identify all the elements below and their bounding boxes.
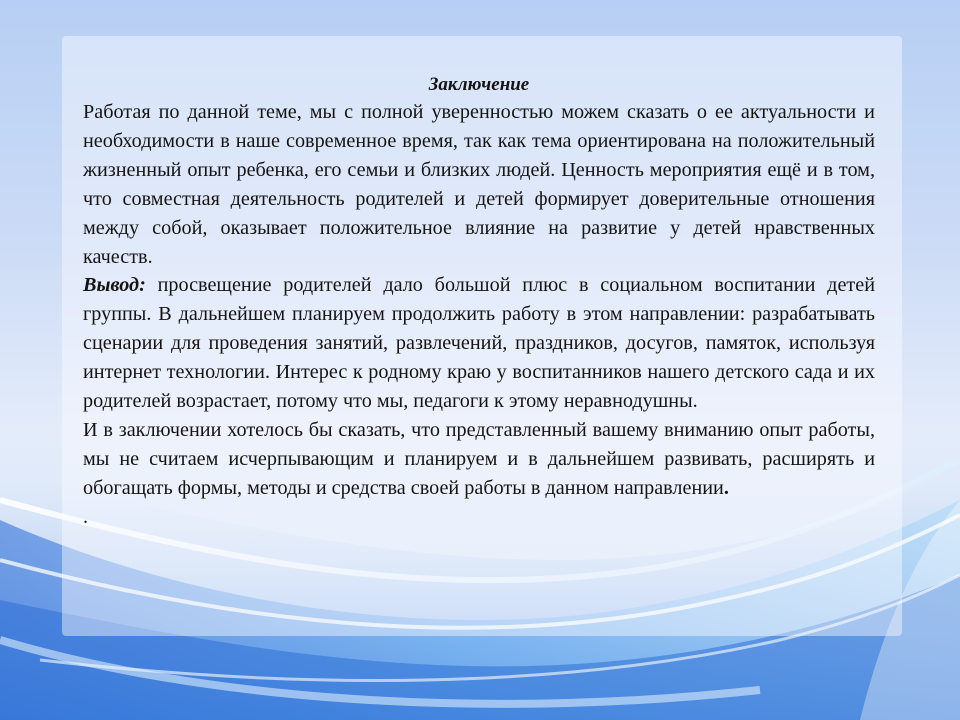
conclusion-label: Вывод:	[83, 274, 146, 297]
slide-content	[83, 72, 875, 531]
trailing-dot: .	[83, 505, 89, 528]
final-period: .	[723, 476, 729, 499]
paragraph-final	[83, 416, 875, 503]
final-text: И в заключении хотелось бы сказать, что представленный вашему вниманию опыт работы, мы не считаем исчерпывающим и планируем и в дальнейшем развивать, расширять и обогащать формы, методы и средства своей работы в данном направлении	[83, 418, 875, 499]
paragraph-intro: Работая по данной теме, мы с полной уверенностью можем сказать о ее актуальности и необходимости в наше современное время, так как тема ориентирована на положительный жизненный опыт ребенка, его семьи и близких людей. Ценность мероприятия ещё и в том, что совместная деятельность родителей и детей формирует доверительные отношения между собой, оказывает положительное влияние на развитие у детей нравственных качеств.	[83, 101, 875, 268]
slide-title: Заключение	[428, 74, 530, 95]
paragraph-conclusion	[83, 271, 875, 416]
conclusion-text: просвещение родителей дало большой плюс в социальном воспитании детей группы. В дальнейшем планируем продолжить работу в этом направлении: разрабатывать сценарии для проведения занятий, развлечений, праздников, досугов, памяток, используя интернет технологии. Интерес к родному краю у воспитанников нашего детского сада и их родителей возрастает, потому что мы, педагоги к этому неравнодушны.	[83, 274, 875, 413]
